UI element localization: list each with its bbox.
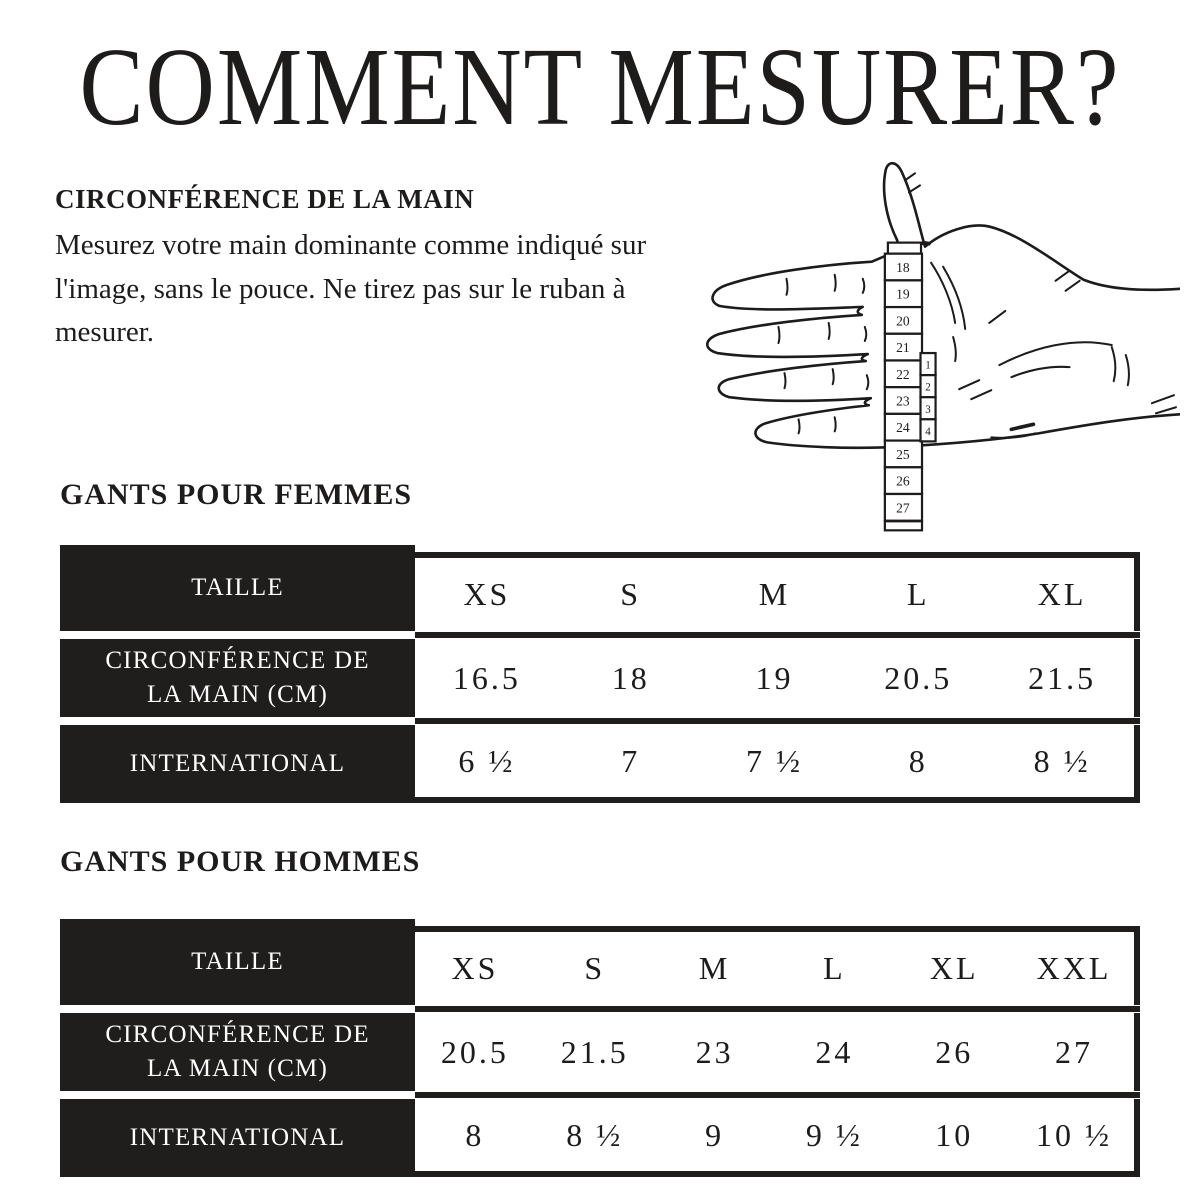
tape-number: 23: [896, 393, 910, 409]
hand-measuring-illustration: [658, 150, 1180, 532]
hand-with-tape-drawing: [658, 150, 1180, 532]
intro-block: [55, 184, 690, 355]
table-cell: 19: [755, 659, 794, 696]
table-cell: 8 ½: [1033, 742, 1091, 779]
separator-gap: [60, 717, 415, 725]
row-values: [415, 1013, 1140, 1091]
men-size-table: [60, 919, 1140, 1177]
table-cell: XS: [451, 950, 499, 986]
tape-number: 26: [896, 473, 910, 489]
table-cell: 16.5: [452, 659, 521, 696]
intro-heading: CIRCONFÉRENCE DE LA MAIN: [55, 184, 475, 214]
table-row-separator: [60, 717, 1140, 725]
intro-text: Mesurez votre main dominante comme indiqué sur l'image, sans le pouce. Ne tirez pas sur le ruban à mesurer.: [55, 229, 647, 348]
row-values: [415, 639, 1140, 717]
men-section-heading: GANTS POUR HOMMES: [60, 845, 421, 878]
table-cell: 9 ½: [805, 1116, 863, 1153]
table-cell: 7 ½: [745, 742, 803, 779]
table-row: [60, 725, 1140, 803]
table-row: [60, 639, 1140, 717]
table-cell: 27: [1055, 1033, 1094, 1070]
table-cell: 21.5: [560, 1033, 629, 1070]
table-cell: 10 ½: [1036, 1116, 1113, 1153]
table-cell: M: [698, 950, 731, 986]
separator-bar: [415, 717, 1140, 725]
tape-number: 27: [896, 500, 910, 516]
tape-number: 22: [896, 366, 910, 382]
table-cell: L: [823, 950, 846, 986]
side-tape-number: 1: [925, 359, 931, 372]
women-section-heading: GANTS POUR FEMMES: [60, 478, 413, 511]
table-cell: 8: [908, 742, 928, 779]
tape-end: [885, 521, 922, 530]
row-values: [415, 552, 1140, 631]
table-row: [60, 545, 1140, 631]
table-cell: 8 ½: [566, 1116, 624, 1153]
table-cell: S: [620, 576, 642, 612]
side-tape-number: 3: [925, 403, 931, 416]
table-cell: 20.5: [440, 1033, 509, 1070]
tape-number: 19: [896, 286, 910, 302]
row-values: [415, 926, 1140, 1005]
row-label: CIRCONFÉRENCE DE LA MAIN (CM): [60, 1013, 415, 1091]
table-cell: 18: [611, 659, 650, 696]
tape-number: 18: [896, 260, 910, 276]
table-cell: 7: [621, 742, 641, 779]
separator-bar: [415, 1005, 1140, 1013]
table-cell: 23: [695, 1033, 734, 1070]
tape-number: 25: [896, 446, 910, 462]
table-row-separator: [60, 631, 1140, 639]
table-cell: S: [584, 950, 606, 986]
table-cell: 20.5: [884, 659, 953, 696]
table-cell: M: [758, 576, 791, 612]
tape-number: 20: [896, 313, 910, 329]
table-row-separator: [60, 1005, 1140, 1013]
tape-end: [888, 243, 921, 254]
page-title: COMMENT MESURER?: [79, 24, 1121, 149]
row-values: [415, 725, 1140, 803]
table-cell: 24: [815, 1033, 854, 1070]
row-values: [415, 1099, 1140, 1177]
tape-number: 21: [896, 340, 910, 356]
hand-outline: [707, 163, 1180, 448]
women-size-table: [60, 545, 1140, 803]
table-cell: 8: [465, 1116, 485, 1153]
table-row-separator: [60, 1091, 1140, 1099]
separator-gap: [60, 631, 415, 639]
side-tape-number: 2: [925, 381, 931, 394]
table-row: [60, 1099, 1140, 1177]
table-cell: XXL: [1036, 950, 1112, 986]
separator-bar: [415, 631, 1140, 639]
table-cell: 21.5: [1028, 659, 1097, 696]
table-cell: 26: [935, 1033, 974, 1070]
tape-number: 24: [896, 420, 910, 436]
table-cell: 6 ½: [458, 742, 516, 779]
row-label: CIRCONFÉRENCE DE LA MAIN (CM): [60, 639, 415, 717]
table-row: [60, 919, 1140, 1005]
row-label: TAILLE: [60, 545, 415, 631]
table-cell: XL: [929, 950, 979, 986]
table-cell: XL: [1037, 576, 1087, 612]
table-cell: 10: [935, 1116, 974, 1153]
table-row: [60, 1013, 1140, 1091]
row-label: INTERNATIONAL: [60, 1099, 415, 1177]
side-tape-number: 4: [925, 425, 931, 438]
table-cell: XS: [463, 576, 511, 612]
separator-bar: [415, 1091, 1140, 1099]
separator-gap: [60, 1091, 415, 1099]
separator-gap: [60, 1005, 415, 1013]
row-label: INTERNATIONAL: [60, 725, 415, 803]
table-cell: L: [907, 576, 930, 612]
row-label: TAILLE: [60, 919, 415, 1005]
table-cell: 9: [705, 1116, 725, 1153]
